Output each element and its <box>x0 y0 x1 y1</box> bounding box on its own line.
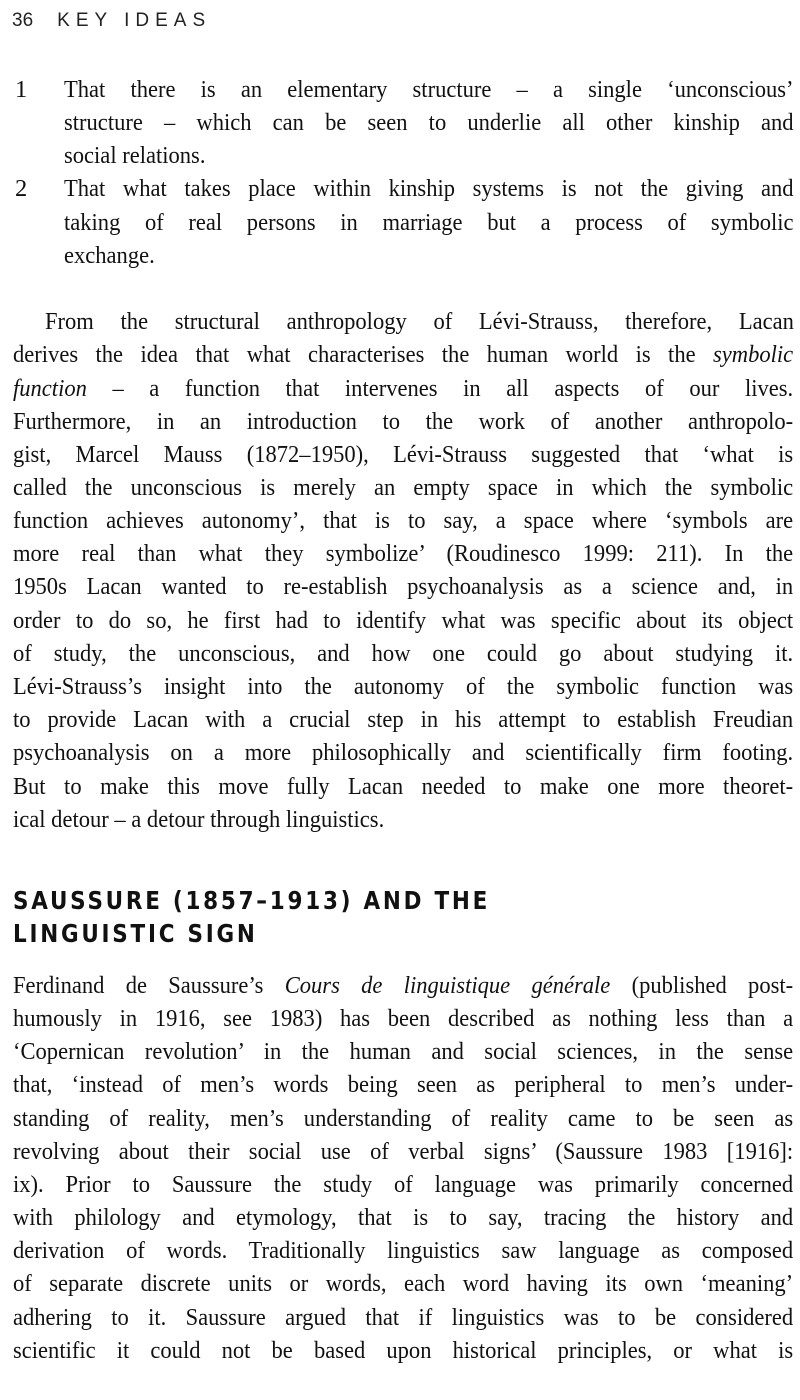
list-line: structure – which can be seen to underlie all other kinship and <box>64 109 794 136</box>
text-line <box>13 338 793 372</box>
text-line: of separate discrete units or words, each word having its own ‘meaning’ <box>13 1270 794 1297</box>
text-line: But to make this move fully Lacan needed to make one more theoret- <box>13 773 794 800</box>
list-line: taking of real persons in marriage but a process of symbolic <box>64 209 794 236</box>
text-line: humously in 1916, see 1983) has been described as nothing less than a <box>13 1005 794 1032</box>
text-line: function achieves autonomy’, that is to say, a space where ‘symbols are <box>13 507 794 534</box>
text-line <box>13 372 793 406</box>
text-line: standing of reality, men’s understanding of reality came to be seen as <box>13 1105 794 1132</box>
text-line: psychoanalysis on a more philosophically and scientifically firm footing. <box>13 739 794 766</box>
page-number: 36 <box>12 10 34 31</box>
list-line: That what takes place within kinship systems is not the giving and <box>64 175 794 202</box>
text-line: From the structural anthropology of Lévi-Strauss, therefore, Lacan <box>45 308 794 335</box>
text-run: (published post- <box>610 972 794 999</box>
text-line: Furthermore, in an introduction to the work of another anthropolo- <box>13 408 794 435</box>
list-line: social relations. <box>64 142 206 169</box>
text-run: Ferdinand de Saussure’s <box>13 972 285 999</box>
list-number: 2 <box>15 175 28 202</box>
heading-line: LINGUISTIC SIGN <box>13 919 258 948</box>
text-line: of study, the unconscious, and how one could go about studying it. <box>13 640 794 667</box>
text-line: to provide Lacan with a crucial step in his attempt to establish Freudian <box>13 706 794 733</box>
text-run: derives the idea that what characterises the human world is the <box>13 341 714 368</box>
text-line: ix). Prior to Saussure the study of language was primarily concerned <box>13 1171 794 1198</box>
text-run: – a function that intervenes in all aspects of our lives. <box>86 375 794 402</box>
emphasis-text: function <box>13 375 87 402</box>
text-line: ical detour – a detour through linguistics. <box>13 806 385 833</box>
text-line: adhering to it. Saussure argued that if linguistics was to be considered <box>13 1304 794 1331</box>
text-line: Lévi-Strauss’s insight into the autonomy of the symbolic function was <box>13 673 794 700</box>
emphasis-text: symbolic <box>713 341 794 368</box>
text-line: ‘Copernican revolution’ in the human and social sciences, in the sense <box>13 1038 794 1065</box>
text-line: more real than what they symbolize’ (Roudinesco 1999: 211). In the <box>13 540 794 567</box>
section-title: KEY IDEAS <box>57 10 212 31</box>
text-line <box>13 969 793 1003</box>
text-line: scientific it could not be based upon historical principles, or what is <box>13 1337 794 1364</box>
text-line: revolving about their social use of verbal signs’ (Saussure 1983 [1916]: <box>13 1138 794 1165</box>
running-head <box>12 10 211 32</box>
text-line: gist, Marcel Mauss (1872–1950), Lévi-Strauss suggested that ‘what is <box>13 441 794 468</box>
text-line: 1950s Lacan wanted to re-establish psychoanalysis as a science and, in <box>13 573 794 600</box>
list-number: 1 <box>15 76 28 103</box>
text-line: called the unconscious is merely an empty space in which the symbolic <box>13 474 794 501</box>
list-line: exchange. <box>64 242 155 269</box>
heading-line: SAUSSURE (1857–1913) AND THE <box>13 886 491 915</box>
text-line: with philology and etymology, that is to say, tracing the history and <box>13 1204 794 1231</box>
text-line: order to do so, he first had to identify what was specific about its object <box>13 607 794 634</box>
book-title: Cours de linguistique générale <box>284 972 611 999</box>
list-line: That there is an elementary structure – a single ‘unconscious’ <box>64 76 794 103</box>
text-line: derivation of words. Traditionally linguistics saw language as composed <box>13 1237 794 1264</box>
text-line: that, ‘instead of men’s words being seen as peripheral to men’s under- <box>13 1071 794 1098</box>
